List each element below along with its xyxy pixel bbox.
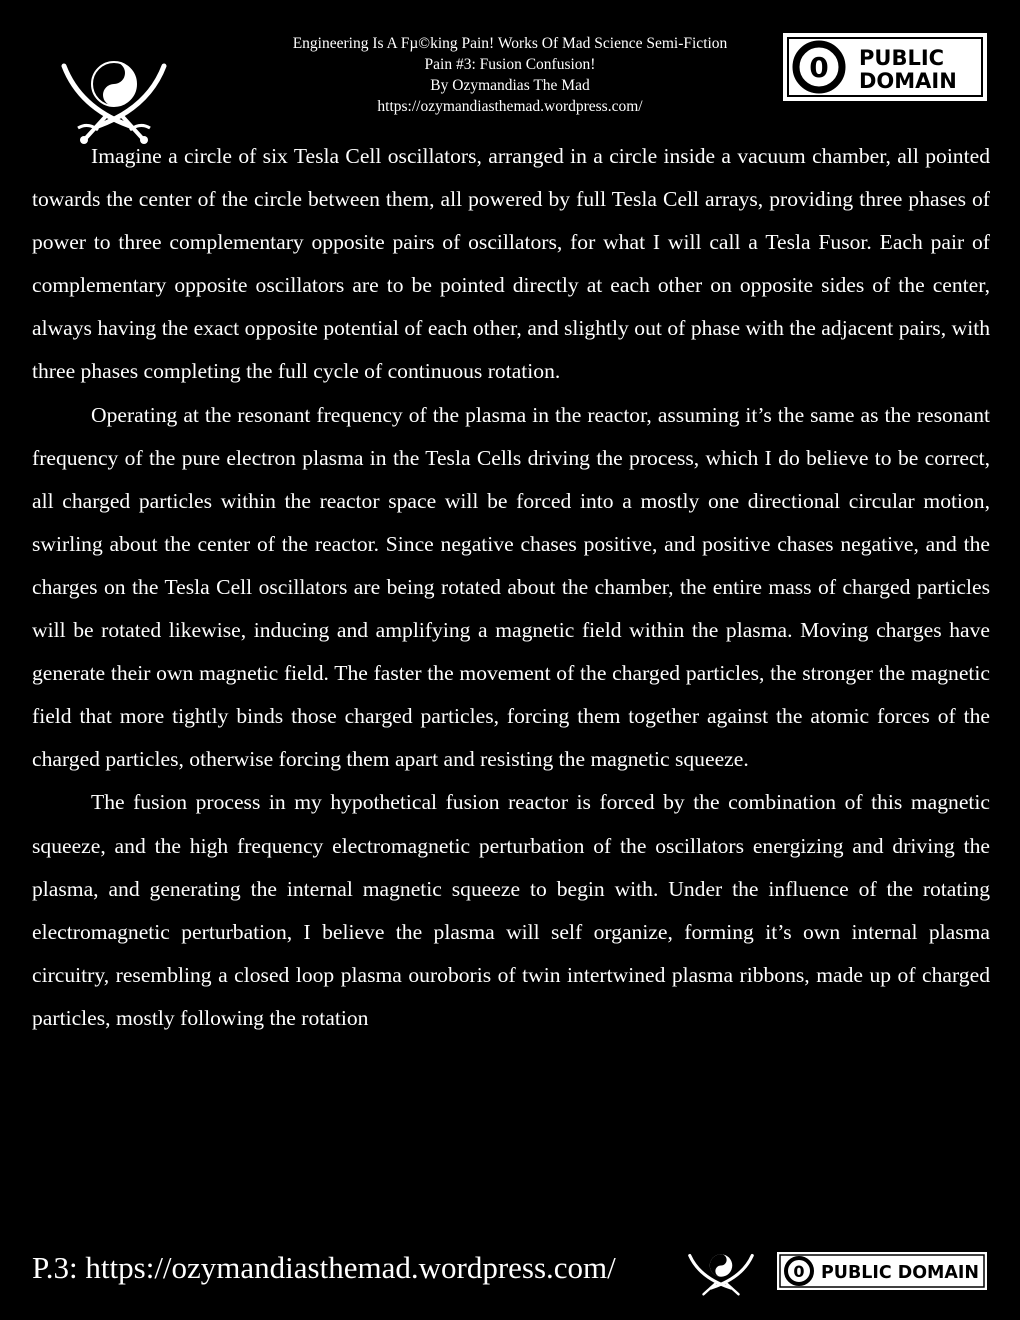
paragraph-2: Operating at the resonant frequency of the plasma in the reactor, assuming it’s the same as the resonant frequency of the pure electron plasma in the Tesla Cells driving the process, which I do believe to be correct, all charged particles within the reactor space will be forced into a mostly one directional circular motion, swirling about the center of the reactor. Since negative chases positive, and positive chases negative, and the charges on the Tesla Cell oscillators are being rotated about the chamber, the entire mass of charged particles will be rotated likewise, inducing and amplifying a magnetic field within the plasma. Moving charges have generate their own magnetic field. The faster the movement of the charged particles, the stronger the magnetic field that more tightly binds those charged particles, forcing them together against the atomic forces of the charged particles, otherwise forcing them apart and resisting the magnetic squeeze. — [32, 402, 990, 772]
paragraph-1: Imagine a circle of six Tesla Cell oscillators, arranged in a circle inside a vacuum chamber, all pointed towards the center of the circle between them, all powered by full Tesla Cell arrays, providing three phases of power to three complementary opposite pairs of oscillators, for what I will call a Tesla Fusor. Each pair of complementary opposite oscillators are to be pointed directly at each other on opposite sides of the center, always having the exact opposite potential of each other, and slightly out of phase with the adjacent pairs, with three phases completing the full cycle of continuous rotation. — [32, 144, 990, 384]
article-body — [32, 135, 990, 1040]
footer-page-url: P.3: https://ozymandiasthemad.wordpress.com/ — [32, 1250, 616, 1285]
page-footer — [0, 1240, 1020, 1310]
header-url: https://ozymandiasthemad.wordpress.com/ — [377, 98, 643, 115]
badge-top-word: PUBLIC — [859, 46, 945, 70]
yin-yang-crossed-swords-icon — [686, 1248, 756, 1298]
public-domain-badge-icon — [777, 1252, 987, 1290]
public-domain-badge-icon — [783, 33, 987, 101]
badge-symbol: 0 — [809, 51, 829, 84]
paragraph-3: The fusion process in my hypothetical fusion reactor is forced by the combination of this magnetic squeeze, and the high frequency electromagnetic perturbation of the oscillators energizing and driving the plasma, and generating the internal magnetic squeeze to begin with. Under the influence of the rotating electromagnetic perturbation, I believe the plasma will self organize, forming it’s own internal plasma circuitry, resembling a closed loop plasma ouroboris of twin intertwined plasma ribbons, made up of charged particles, mostly following the rotation — [32, 790, 990, 1030]
header-title-block — [220, 33, 800, 117]
author-line: By Ozymandias The Mad — [430, 77, 590, 94]
badge-text: PUBLIC DOMAIN — [821, 1262, 979, 1283]
badge-bottom-word: DOMAIN — [859, 69, 957, 93]
yin-yang-crossed-swords-icon — [60, 46, 168, 146]
badge-symbol: 0 — [793, 1262, 805, 1281]
chapter-title: Pain #3: Fusion Confusion! — [424, 56, 596, 73]
page-header — [0, 32, 1020, 122]
series-title: Engineering Is A Fµ©king Pain! Works Of Mad Science Semi-Fiction — [292, 35, 728, 52]
